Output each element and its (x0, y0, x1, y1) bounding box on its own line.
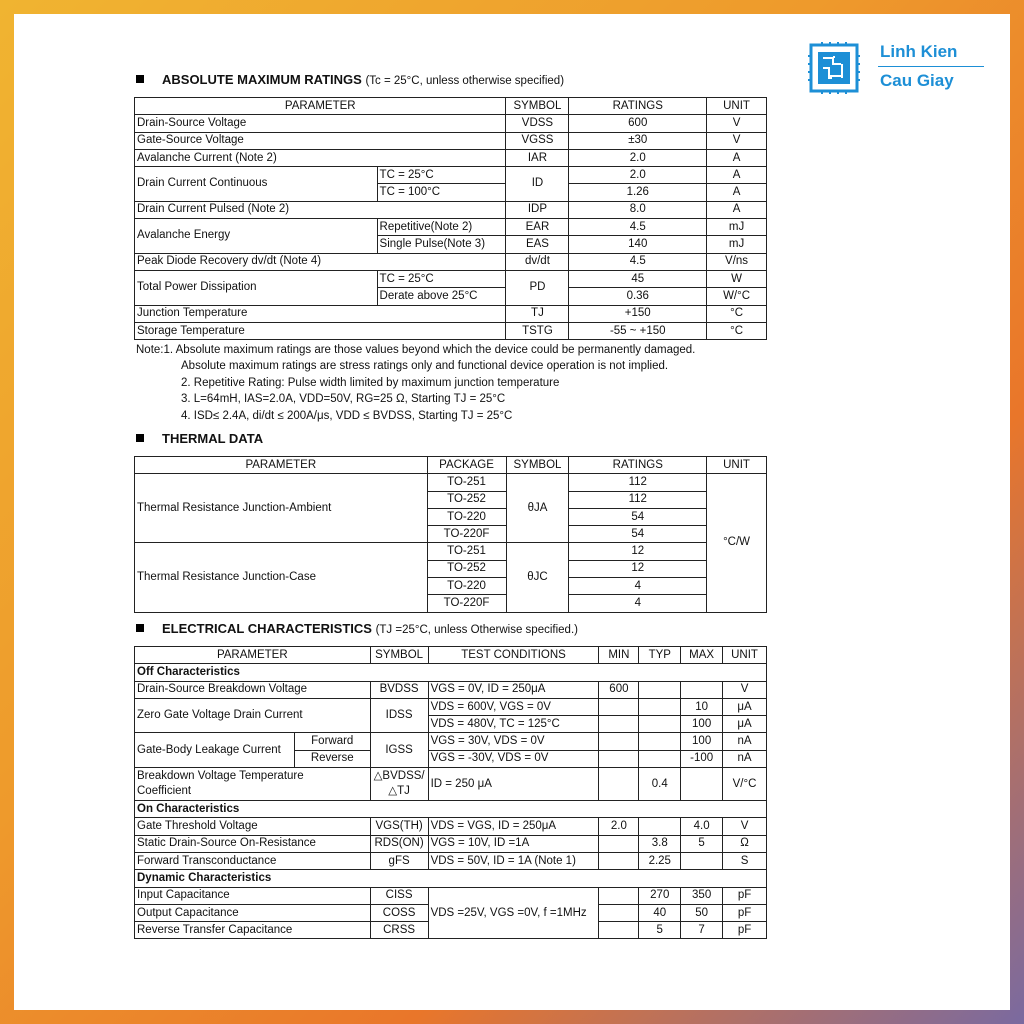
symbol-cell: θJC (506, 543, 569, 612)
typ-cell: 270 (639, 887, 681, 904)
unit-cell: A (707, 184, 767, 201)
brand-divider (878, 66, 984, 67)
header-cell: RATINGS (569, 457, 707, 474)
rating-cell: 600 (569, 115, 707, 132)
param-line: Coefficient (137, 785, 192, 798)
unit-cell: μA (723, 716, 767, 733)
condition-cell: VDS = VGS, ID = 250μA (428, 818, 599, 835)
symbol-cell: CRSS (370, 922, 428, 939)
header-cell: SYMBOL (370, 647, 428, 664)
table-row (135, 768, 767, 801)
param-cell: Gate-Source Voltage (135, 132, 506, 149)
note-line: 2. Repetitive Rating: Pulse width limited by maximum junction temperature (181, 376, 560, 389)
unit-cell: V/ns (707, 253, 767, 270)
unit-cell: Ω (723, 835, 767, 852)
section-bullet (136, 624, 144, 632)
section-label: Dynamic Characteristics (135, 870, 767, 887)
table-section-row (135, 870, 767, 887)
symbol-cell: IGSS (370, 733, 428, 768)
min-cell: 600 (599, 681, 639, 698)
symbol-cell: COSS (370, 904, 428, 921)
param-cell: Drain-Source Breakdown Voltage (135, 681, 371, 698)
condition-cell: VGS = 10V, ID =1A (428, 835, 599, 852)
symbol-cell: TJ (506, 305, 569, 322)
abs-max-title: ABSOLUTE MAXIMUM RATINGS (162, 72, 362, 87)
max-cell: 100 (681, 716, 723, 733)
unit-cell: W (707, 270, 767, 287)
param-cell: Forward Transconductance (135, 852, 371, 869)
header-cell: PARAMETER (135, 647, 371, 664)
header-cell: MAX (681, 647, 723, 664)
rating-cell: 112 (569, 474, 707, 491)
table-row (135, 149, 767, 166)
package-cell: TO-220 (427, 578, 506, 595)
param-cell: Gate Threshold Voltage (135, 818, 371, 835)
symbol-cell: IDP (506, 201, 569, 218)
table-row (135, 474, 767, 491)
param-cell: Avalanche Current (Note 2) (135, 149, 506, 166)
table-row (135, 852, 767, 869)
note-line: 3. L=64mH, IAS=2.0A, VDD=50V, RG=25 Ω, Starting TJ = 25°C (181, 393, 506, 406)
note-line: 4. ISD≤ 2.4A, di/dt ≤ 200A/μs, VDD ≤ BVDSS, Starting TJ = 25°C (181, 409, 513, 422)
param-cell: Reverse Transfer Capacitance (135, 922, 371, 939)
param-cell: Drain Current Continuous (135, 167, 378, 202)
table-header-row (135, 647, 767, 664)
param-cell: Thermal Resistance Junction-Ambient (135, 474, 428, 543)
rating-cell: 4.5 (569, 253, 707, 270)
rating-cell: 8.0 (569, 201, 707, 218)
table-row (135, 115, 767, 132)
unit-cell: V/°C (723, 768, 767, 801)
param-cell: Storage Temperature (135, 322, 506, 339)
thermal-heading (136, 431, 263, 446)
max-cell: 350 (681, 887, 723, 904)
symbol-line: △BVDSS/ (373, 770, 425, 783)
table-header-row (135, 457, 767, 474)
param-cell: Input Capacitance (135, 887, 371, 904)
symbol-cell: BVDSS (370, 681, 428, 698)
table-row (135, 132, 767, 149)
package-cell: TO-220 (427, 508, 506, 525)
rating-cell: 1.26 (569, 184, 707, 201)
symbol-cell: EAR (506, 219, 569, 236)
param-cell: Peak Diode Recovery dv/dt (Note 4) (135, 253, 506, 270)
unit-cell: °C (707, 305, 767, 322)
package-cell: TO-251 (427, 474, 506, 491)
condition-cell: VGS = -30V, VDS = 0V (428, 750, 599, 767)
table-header-row (135, 98, 767, 115)
max-cell: 5 (681, 835, 723, 852)
max-cell: 10 (681, 698, 723, 715)
condition-cell: TC = 25°C (377, 270, 506, 287)
header-cell: UNIT (707, 457, 767, 474)
rating-cell: 4 (569, 578, 707, 595)
param-cell: Gate-Body Leakage Current (135, 733, 295, 768)
max-cell: 7 (681, 922, 723, 939)
typ-cell: 5 (639, 922, 681, 939)
rating-cell: -55 ~ +150 (569, 322, 707, 339)
param-cell: Drain-Source Voltage (135, 115, 506, 132)
unit-cell: μA (723, 698, 767, 715)
symbol-cell: EAS (506, 236, 569, 253)
max-cell: 50 (681, 904, 723, 921)
header-cell: MIN (599, 647, 639, 664)
max-cell: 4.0 (681, 818, 723, 835)
unit-cell: V (723, 681, 767, 698)
rating-cell: 140 (569, 236, 707, 253)
header-cell: UNIT (707, 98, 767, 115)
header-cell: PARAMETER (135, 98, 506, 115)
rating-cell: 2.0 (569, 149, 707, 166)
elec-table (134, 646, 767, 939)
note-line: Note:1. Absolute maximum ratings are those values beyond which the device could be permanently damaged. (136, 344, 696, 356)
param-cell: Avalanche Energy (135, 219, 378, 254)
package-cell: TO-251 (427, 543, 506, 560)
condition-cell: VDS = 480V, TC = 125°C (428, 716, 599, 733)
unit-cell: W/°C (707, 288, 767, 305)
table-section-row (135, 664, 767, 681)
abs-max-notes (136, 342, 766, 424)
param-cell: Drain Current Pulsed (Note 2) (135, 201, 506, 218)
table-row (135, 167, 767, 184)
unit-cell: pF (723, 922, 767, 939)
table-row (135, 322, 767, 339)
rating-cell: 12 (569, 560, 707, 577)
param-cell (135, 768, 371, 801)
unit-cell: V (723, 818, 767, 835)
rating-cell: 0.36 (569, 288, 707, 305)
table-row (135, 835, 767, 852)
condition-cell: Derate above 25°C (377, 288, 506, 305)
symbol-cell: θJA (506, 474, 569, 543)
header-cell: TEST CONDITIONS (428, 647, 599, 664)
unit-cell: nA (723, 750, 767, 767)
rating-cell: 54 (569, 508, 707, 525)
unit-cell: S (723, 852, 767, 869)
param-line: Breakdown Voltage Temperature (137, 770, 304, 783)
table-row (135, 305, 767, 322)
brand-name-line1: Linh Kien (880, 42, 958, 61)
circuit-chip-icon (808, 42, 860, 94)
table-section-row (135, 801, 767, 818)
rating-cell: ±30 (569, 132, 707, 149)
rating-cell: 12 (569, 543, 707, 560)
unit-cell: pF (723, 887, 767, 904)
typ-cell: 3.8 (639, 835, 681, 852)
thermal-table (134, 456, 767, 613)
section-label: Off Characteristics (135, 664, 767, 681)
rating-cell: 4.5 (569, 219, 707, 236)
note-line: Absolute maximum ratings are stress ratings only and functional device operation is not implied. (181, 360, 669, 373)
header-cell: SYMBOL (506, 457, 569, 474)
header-cell: SYMBOL (506, 98, 569, 115)
table-row (135, 253, 767, 270)
abs-max-heading (136, 72, 564, 87)
max-cell: 100 (681, 733, 723, 750)
rating-cell: 45 (569, 270, 707, 287)
condition-cell: Single Pulse(Note 3) (377, 236, 506, 253)
param-cell: Junction Temperature (135, 305, 506, 322)
table-row (135, 733, 767, 750)
table-row (135, 681, 767, 698)
unit-cell: °C (707, 322, 767, 339)
header-cell: UNIT (723, 647, 767, 664)
typ-cell: 40 (639, 904, 681, 921)
rating-cell: 112 (569, 491, 707, 508)
condition-cell: VDS = 600V, VGS = 0V (428, 698, 599, 715)
elec-subtitle: (TJ =25°C, unless Otherwise specified.) (375, 624, 578, 636)
table-row (135, 887, 767, 904)
brand-name-line2: Cau Giay (880, 71, 954, 90)
symbol-cell: RDS(ON) (370, 835, 428, 852)
unit-cell: A (707, 201, 767, 218)
condition-cell: TC = 100°C (377, 184, 506, 201)
section-label: On Characteristics (135, 801, 767, 818)
datasheet-page (14, 14, 1010, 1010)
typ-cell: 2.25 (639, 852, 681, 869)
param-cell: Thermal Resistance Junction-Case (135, 543, 428, 612)
package-cell: TO-220F (427, 526, 506, 543)
condition-cell: Repetitive(Note 2) (377, 219, 506, 236)
unit-cell: A (707, 149, 767, 166)
table-row (135, 543, 767, 560)
thermal-title: THERMAL DATA (162, 431, 264, 446)
param-cell: Zero Gate Voltage Drain Current (135, 698, 371, 733)
typ-cell: 0.4 (639, 768, 681, 801)
direction-cell: Reverse (294, 750, 370, 767)
elec-title: ELECTRICAL CHARACTERISTICS (162, 621, 372, 636)
table-row (135, 818, 767, 835)
section-bullet (136, 75, 144, 83)
package-cell: TO-252 (427, 560, 506, 577)
header-cell: PACKAGE (427, 457, 506, 474)
unit-cell: °C/W (707, 474, 767, 612)
elec-heading (136, 621, 578, 636)
abs-max-table (134, 97, 767, 340)
unit-cell: pF (723, 904, 767, 921)
unit-cell: nA (723, 733, 767, 750)
min-cell: 2.0 (599, 818, 639, 835)
unit-cell: V (707, 115, 767, 132)
table-row (135, 270, 767, 287)
symbol-cell: dv/dt (506, 253, 569, 270)
symbol-cell: ID (506, 167, 569, 202)
symbol-line: △TJ (388, 785, 410, 798)
table-row (135, 698, 767, 715)
condition-cell: TC = 25°C (377, 167, 506, 184)
param-cell: Static Drain-Source On-Resistance (135, 835, 371, 852)
symbol-cell: gFS (370, 852, 428, 869)
symbol-cell: IAR (506, 149, 569, 166)
rating-cell: 4 (569, 595, 707, 612)
symbol-cell: TSTG (506, 322, 569, 339)
symbol-cell: CISS (370, 887, 428, 904)
rating-cell: 2.0 (569, 167, 707, 184)
condition-cell: VGS = 0V, ID = 250μA (428, 681, 599, 698)
package-cell: TO-252 (427, 491, 506, 508)
section-bullet (136, 434, 144, 442)
rating-cell: 54 (569, 526, 707, 543)
param-cell: Output Capacitance (135, 904, 371, 921)
unit-cell: V (707, 132, 767, 149)
symbol-cell: VDSS (506, 115, 569, 132)
condition-cell: ID = 250 μA (428, 768, 599, 801)
header-cell: PARAMETER (135, 457, 428, 474)
unit-cell: mJ (707, 219, 767, 236)
brand-logo (798, 36, 1002, 108)
symbol-cell: PD (506, 270, 569, 305)
abs-max-subtitle: (Tc = 25°C, unless otherwise specified) (365, 75, 565, 87)
header-cell: TYP (639, 647, 681, 664)
table-row (135, 219, 767, 236)
direction-cell: Forward (294, 733, 370, 750)
rating-cell: +150 (569, 305, 707, 322)
condition-cell: VGS = 30V, VDS = 0V (428, 733, 599, 750)
condition-cell: VDS = 50V, ID = 1A (Note 1) (428, 852, 599, 869)
unit-cell: A (707, 167, 767, 184)
condition-cell: VDS =25V, VGS =0V, f =1MHz (428, 887, 599, 939)
max-cell: -100 (681, 750, 723, 767)
unit-cell: mJ (707, 236, 767, 253)
param-cell: Total Power Dissipation (135, 270, 378, 305)
symbol-cell: VGSS (506, 132, 569, 149)
package-cell: TO-220F (427, 595, 506, 612)
symbol-cell: VGS(TH) (370, 818, 428, 835)
table-row (135, 201, 767, 218)
header-cell: RATINGS (569, 98, 707, 115)
symbol-cell: IDSS (370, 698, 428, 733)
symbol-cell (370, 768, 428, 801)
